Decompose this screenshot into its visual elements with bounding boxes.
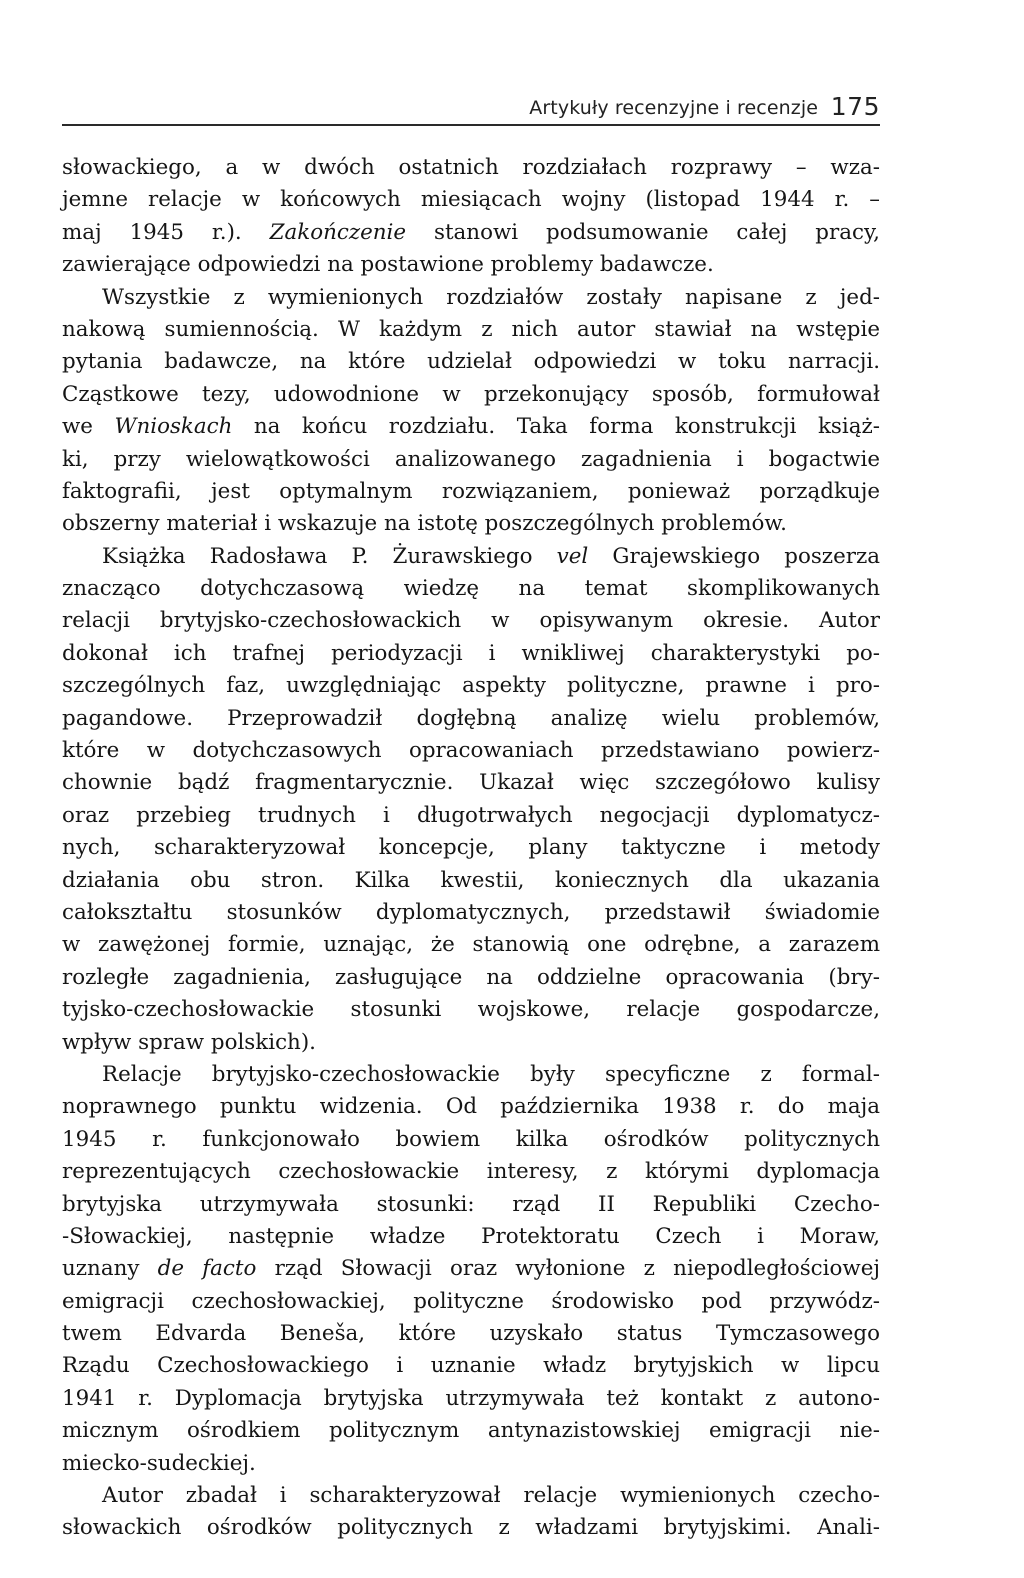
text-line (62, 541, 880, 573)
italic-term: Wnioskach (114, 414, 233, 440)
text-line: nych, scharakteryzował koncepcje, plany taktyczne i metody (62, 835, 880, 861)
text-run: rząd Słowacji oraz wyłonione z niepodległościowej (256, 1256, 880, 1282)
text-line: pytania badawcze, na które udzielał odpowiedzi w toku narracji. (62, 349, 880, 375)
text-line: wpływ spraw polskich). (62, 1029, 316, 1055)
text-run: maj 1945 r.). (62, 219, 270, 245)
text-line: Autor zbadał i scharakteryzował relacje wymienionych czecho- (102, 1483, 880, 1509)
page-number: 175 (830, 92, 880, 121)
text-run: we (62, 414, 115, 440)
text-line: szczególnych faz, uwzględniając aspekty polityczne, prawne i pro- (62, 673, 880, 699)
text-line: relacji brytyjsko-czechosłowackich w opisywanym okresie. Autor (62, 608, 880, 634)
text-line: miecko-sudeckiej. (62, 1450, 256, 1476)
text-line: pagandowe. Przeprowadził dogłębną analizę wielu problemów, (62, 705, 880, 731)
text-line: reprezentujących czechosłowackie interesy, z którymi dyplomacja (62, 1159, 880, 1185)
text-line: rozległe zagadnienia, zasługujące na oddzielne opracowania (bry- (62, 964, 880, 990)
italic-term: Zakończenie (269, 219, 407, 245)
running-head (62, 93, 880, 127)
text-run: stanowi podsumowanie całej pracy, (406, 219, 880, 245)
text-line: oraz przebieg trudnych i długotrwałych negocjacji dyplomatycz- (62, 802, 880, 828)
text-line: 1941 r. Dyplomacja brytyjska utrzymywała też kontakt z autono- (62, 1385, 880, 1411)
text-line: 1945 r. funkcjonowało bowiem kilka ośrodków politycznych (62, 1126, 880, 1152)
body-text (62, 152, 880, 1545)
text-run: Książka Radosława P. Żurawskiego (102, 543, 557, 569)
text-line: słowackiego, a w dwóch ostatnich rozdziałach rozprawy – wza- (62, 155, 880, 180)
italic-term: vel (556, 543, 589, 569)
text-line: chownie bądź fragmentarycznie. Ukazał więc szczegółowo kulisy (62, 770, 880, 796)
text-line: ki, przy wielowątkowości analizowanego zagadnienia i bogactwie (62, 446, 880, 472)
text-line: nakową sumiennością. W każdym z nich autor stawiał na wstępie (62, 316, 880, 342)
text-line: Wszystkie z wymienionych rozdziałów zostały napisane z jed- (102, 284, 880, 310)
text-line: dokonał ich trafnej periodyzacji i wnikliwej charakterystyki po- (62, 640, 880, 666)
header-rule (62, 124, 880, 126)
text-line: całokształtu stosunków dyplomatycznych, przedstawił świadomie (62, 899, 880, 925)
text-line (62, 1253, 880, 1285)
italic-term: de facto (157, 1256, 257, 1282)
text-line: noprawnego punktu widzenia. Od października 1938 r. do maja (62, 1094, 880, 1120)
text-line: Rządu Czechosłowackiego i uznanie władz brytyjskich w lipcu (62, 1353, 880, 1379)
text-line: -Słowackiej, następnie władze Protektoratu Czech i Moraw, (62, 1223, 880, 1249)
text-line: obszerny materiał i wskazuje na istotę poszczególnych problemów. (62, 511, 787, 537)
text-line: Relacje brytyjsko-czechosłowackie były specyficzne z formal- (102, 1061, 880, 1087)
text-line: emigracji czechosłowackiej, polityczne środowisko pod przywódz- (62, 1288, 880, 1314)
text-line: jemne relacje w końcowych miesiącach wojny (listopad 1944 r. – (62, 187, 880, 213)
text-line: znacząco dotychczasową wiedzę na temat skomplikowanych (62, 576, 880, 602)
text-line: micznym ośrodkiem politycznym antynazistowskiej emigracji nie- (62, 1418, 880, 1444)
text-line: tyjsko-czechosłowackie stosunki wojskowe, relacje gospodarcze, (62, 997, 880, 1023)
text-line: zawierające odpowiedzi na postawione problemy badawcze. (62, 252, 714, 278)
text-run: uznany (62, 1256, 158, 1282)
text-line: które w dotychczasowych opracowaniach przedstawiano powierz- (62, 738, 880, 764)
text-run: na końcu rozdziału. Taka forma konstrukcji książ- (232, 414, 880, 440)
text-line: faktografii, jest optymalnym rozwiązaniem, ponieważ porządkuje (62, 478, 880, 504)
text-line: twem Edvarda Beneša, które uzyskało status Tymczasowego (62, 1321, 880, 1347)
text-line: w zawężonej formie, uznając, że stanowią one odrębne, a zarazem (62, 932, 880, 958)
text-line: brytyjska utrzymywała stosunki: rząd II Republiki Czecho- (62, 1191, 880, 1217)
text-line (62, 411, 880, 443)
text-line: Cząstkowe tezy, udowodnione w przekonujący sposób, formułował (62, 381, 880, 407)
text-line (62, 217, 880, 249)
text-line: słowackich ośrodków politycznych z władzami brytyjskimi. Anali- (62, 1515, 880, 1541)
text-run: Grajewskiego poszerza (588, 543, 880, 569)
running-head-title: Artykuły recenzyjne i recenzje (529, 97, 818, 119)
text-line: działania obu stron. Kilka kwestii, koniecznych dla ukazania (62, 867, 880, 893)
